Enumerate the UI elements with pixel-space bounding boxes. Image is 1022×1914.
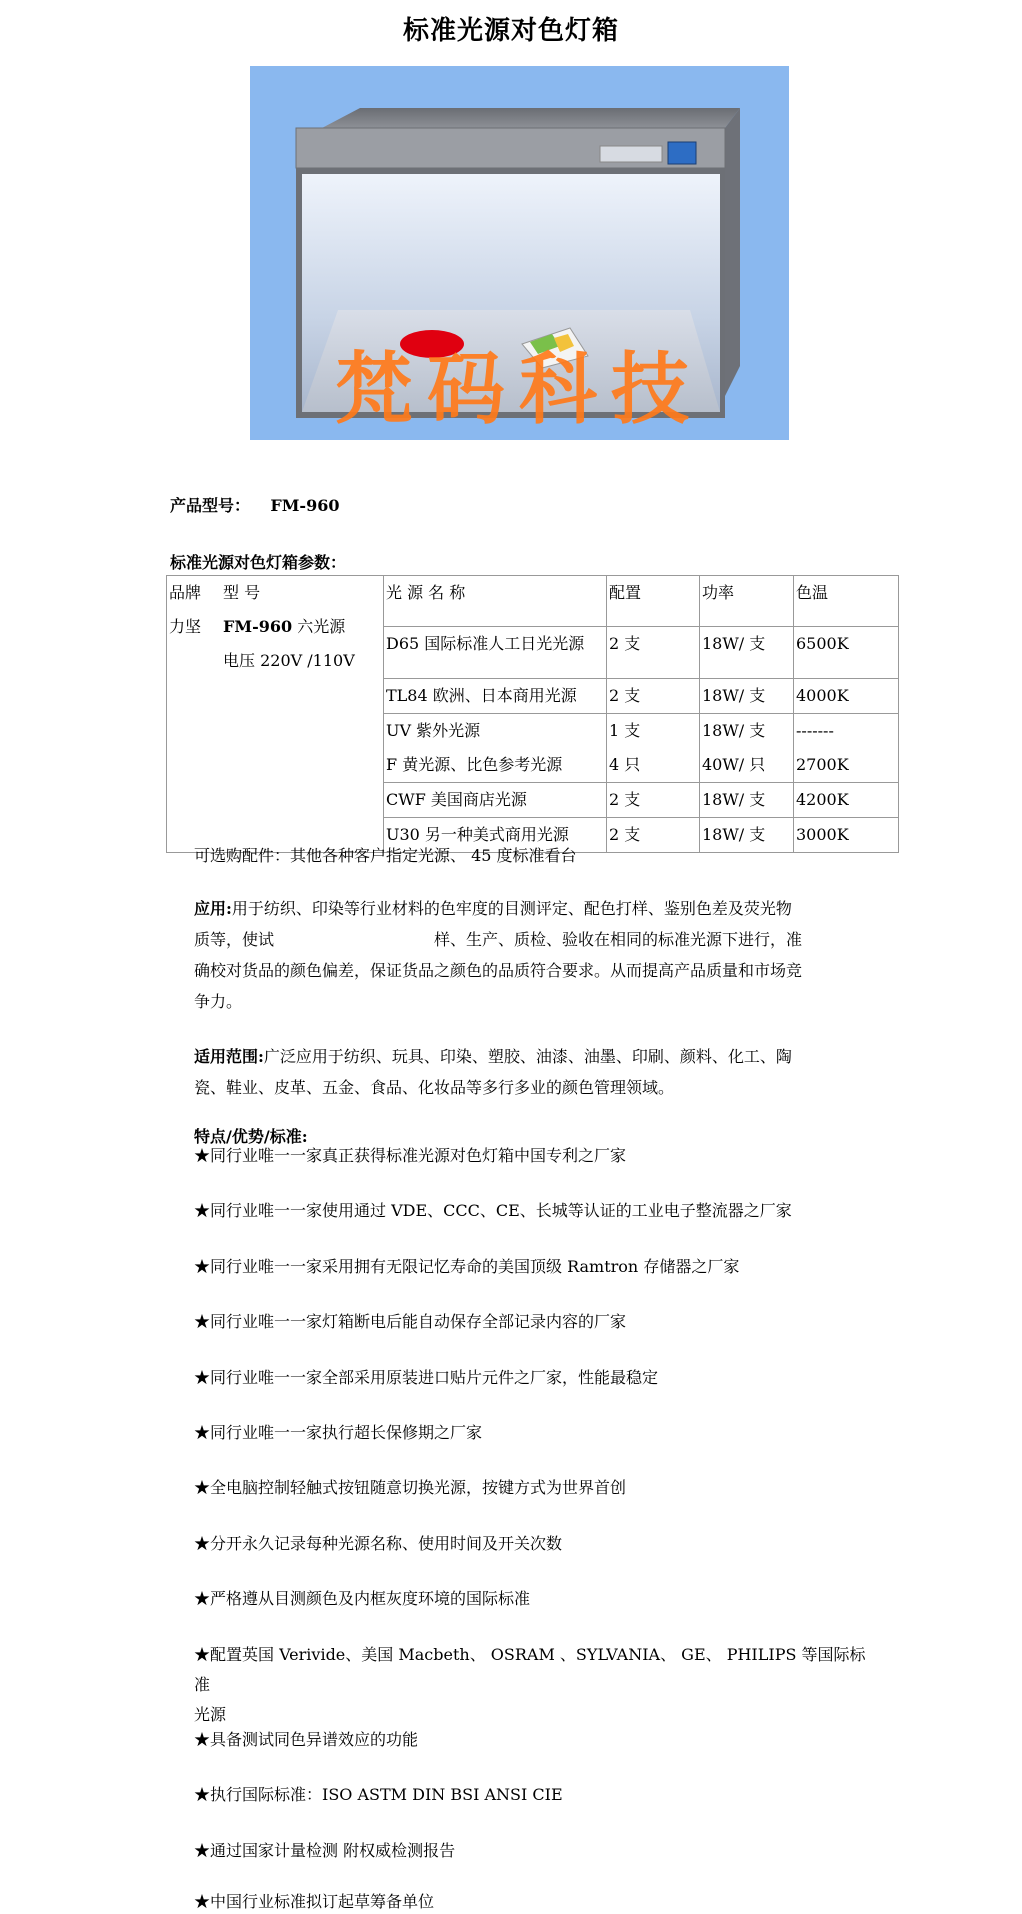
box-side (725, 108, 740, 396)
model-line (170, 493, 339, 516)
source-cell: U30 另一种美式商用光源 (384, 817, 607, 852)
accessories-text: 可选购配件：其他各种客户指定光源、 45 度标准看台 (194, 846, 577, 865)
application-line: 确校对货品的颜色偏差，保证货品之颜色的品质符合要求。从而提高产品质量和市场竞 (194, 961, 803, 980)
feature-line: 光源 (194, 1705, 227, 1724)
feature-item: ★同行业唯一一家执行超长保修期之厂家 (194, 1423, 483, 1442)
application-line: 用于纺织、印染等行业材料的色牢度的目测评定、配色打样、鉴别色差及荧光物 (231, 899, 792, 918)
params-heading: 标准光源对色灯箱参数： (170, 553, 347, 572)
config-cell: 2 支 (607, 678, 700, 713)
temp-cell: 4200K (794, 782, 899, 817)
table-model-desc: 六光源 (292, 617, 346, 636)
page-title: 标准光源对色灯箱 (402, 16, 619, 46)
source-cell: D65 国际标准人工日光光源 (384, 627, 607, 678)
display-icon (668, 142, 696, 164)
temp-cell: 4000K (794, 678, 899, 713)
watermark-text: 梵码科技 (334, 344, 704, 435)
spec-table (166, 575, 899, 853)
application-line: 争力。 (194, 992, 243, 1011)
table-row (167, 576, 899, 627)
source-cell: TL84 欧洲、日本商用光源 (384, 678, 607, 713)
brand-model-cell (167, 576, 384, 679)
feature-item: ★全电脑控制轻触式按钮随意切换光源，按键方式为世界首创 (194, 1478, 627, 1497)
temp-cell: ------- (794, 713, 899, 748)
brand-value: 力坚 (169, 617, 202, 636)
temp-cell: 3000K (794, 817, 899, 852)
source-cell: UV 紫外光源 (384, 713, 607, 748)
config-cell: 4 只 (607, 748, 700, 783)
power-cell: 18W/ 支 (700, 627, 794, 678)
features-heading: 特点/优势/标准: (194, 1127, 308, 1146)
blank-cell (167, 678, 384, 852)
config-header: 配置 (607, 576, 700, 627)
table-row (167, 678, 899, 713)
feature-item (194, 1640, 874, 1730)
feature-item: ★通过国家计量检测 附权威检测报告 (194, 1841, 456, 1860)
model-header: 型 号 (223, 583, 261, 602)
feature-item: ★同行业唯一一家使用通过 VDE、CCC、CE、长城等认证的工业电子整流器之厂家 (194, 1201, 792, 1220)
feature-item: ★同行业唯一一家灯箱断电后能自动保存全部记录内容的厂家 (194, 1312, 627, 1331)
power-cell: 18W/ 支 (700, 817, 794, 852)
power-header: 功率 (700, 576, 794, 627)
voltage-text: 电压 220V /110V (223, 651, 355, 670)
scope-line: 广泛应用于纺织、玩具、印染、塑胶、油漆、油墨、印刷、颜料、化工、陶 (263, 1047, 792, 1066)
feature-item: ★中国行业标准拟订起草筹备单位 (194, 1892, 435, 1911)
temp-header: 色温 (794, 576, 899, 627)
source-cell: CWF 美国商店光源 (384, 782, 607, 817)
source-cell: F 黄光源、比色参考光源 (384, 748, 607, 783)
scope-label: 适用范围: (194, 1047, 264, 1066)
product-photo (250, 66, 789, 440)
config-cell: 1 支 (607, 713, 700, 748)
light-box-illustration (250, 66, 789, 440)
model-value: FM-960 (270, 496, 340, 515)
feature-item: ★同行业唯一一家采用拥有无限记忆寿命的美国顶级 Ramtron 存储器之厂家 (194, 1257, 740, 1276)
box-top (322, 108, 740, 128)
power-cell: 18W/ 支 (700, 782, 794, 817)
feature-item: ★执行国际标准：ISO ASTM DIN BSI ANSI CIE (194, 1785, 563, 1804)
brand-header: 品牌 (169, 583, 202, 602)
temp-cell: 2700K (794, 748, 899, 783)
application-paragraph (194, 893, 874, 1017)
config-cell: 2 支 (607, 627, 700, 678)
feature-item: ★严格遵从目测颜色及内框灰度环境的国际标准 (194, 1589, 531, 1608)
source-header: 光 源 名 称 (384, 576, 607, 627)
feature-line: ★配置英国 Verivide、美国 Macbeth、 OSRAM 、SYLVANIA、 GE、 PHILIPS 等国际标准 (194, 1645, 866, 1694)
config-cell: 2 支 (607, 817, 700, 852)
application-line: 质等，使试 (194, 930, 275, 949)
model-label: 产品型号： (170, 496, 251, 515)
config-cell: 2 支 (607, 782, 700, 817)
feature-item: ★同行业唯一一家真正获得标准光源对色灯箱中国专利之厂家 (194, 1146, 627, 1165)
feature-item: ★具备测试同色异谱效应的功能 (194, 1730, 419, 1749)
application-line: 样、生产、质检、验收在相同的标准光源下进行，准 (434, 930, 803, 949)
feature-item: ★同行业唯一一家全部采用原装进口贴片元件之厂家，性能最稳定 (194, 1368, 659, 1387)
feature-item: ★分开永久记录每种光源名称、使用时间及开关次数 (194, 1534, 563, 1553)
table-model-name: FM-960 (223, 617, 293, 636)
power-cell: 18W/ 支 (700, 713, 794, 748)
power-cell: 18W/ 支 (700, 678, 794, 713)
temp-cell: 6500K (794, 627, 899, 678)
scope-line: 瓷、鞋业、皮革、五金、食品、化妆品等多行多业的颜色管理领域。 (194, 1078, 675, 1097)
scope-paragraph (194, 1041, 874, 1103)
power-cell: 40W/ 只 (700, 748, 794, 783)
application-label: 应用: (194, 899, 232, 918)
